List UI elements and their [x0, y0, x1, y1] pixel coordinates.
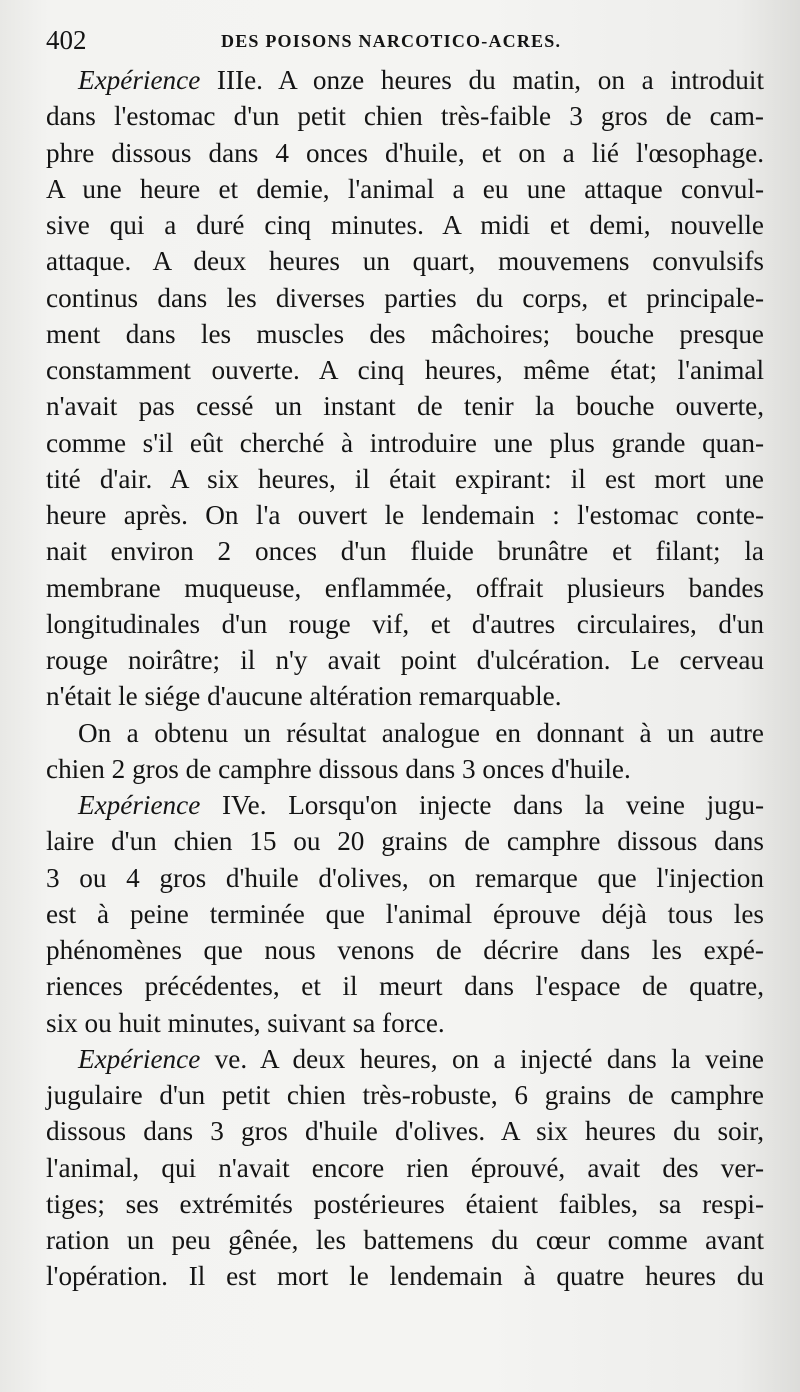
text-line: [46, 533, 764, 569]
line-text: continus dans les diverses parties du corps, et principale-: [46, 282, 764, 313]
line-text: dissous dans 3 gros d'huile d'olives. A six heures du soir,: [46, 1116, 764, 1147]
line-text: n'avait pas cessé un instant de tenir la bouche ouverte,: [46, 391, 764, 422]
text-line: [46, 1186, 764, 1222]
line-text: l'animal, qui n'avait encore rien éprouvé, avait des ver-: [46, 1152, 764, 1183]
line-text: membrane muqueuse, enflammée, offrait plusieurs bandes: [46, 572, 764, 603]
text-line: [46, 678, 764, 714]
line-text: ve. A deux heures, on a injecté dans la veine: [200, 1043, 764, 1074]
line-text: n'était le siége d'aucune altération remarquable.: [46, 681, 562, 712]
running-head: [46, 22, 766, 58]
text-line: [46, 932, 764, 968]
running-title: DES POISONS NARCOTICO-ACRES.: [221, 31, 562, 51]
line-text: phénomènes que nous venons de décrire dans les expé-: [46, 935, 764, 965]
text-line: [46, 1005, 764, 1041]
line-text: jugulaire d'un petit chien très-robuste, 6 grains de camphre: [46, 1080, 764, 1110]
line-text: rouge noirâtre; il n'y avait point d'ulcération. Le cerveau: [46, 645, 764, 675]
text-line: [46, 62, 764, 98]
text-line: [46, 243, 764, 279]
body-text: [46, 62, 764, 1295]
text-line: [46, 968, 764, 1004]
text-line: [46, 896, 764, 932]
line-text: longitudinales d'un rouge vif, et d'autres circulaires, d'un: [46, 608, 764, 639]
line-text: IVe. Lorsqu'on injecte dans la veine jugu-: [200, 790, 764, 820]
text-line: [46, 135, 764, 171]
line-text: attaque. A deux heures un quart, mouvemens convulsifs: [46, 246, 764, 277]
text-line: [46, 787, 764, 823]
line-text: riences précédentes, et il meurt dans l'espace de quatre,: [46, 971, 764, 1002]
text-line: [46, 1113, 764, 1149]
text-line: [46, 280, 764, 316]
line-text: comme s'il eût cherché à introduire une plus grande quan-: [46, 427, 764, 458]
text-line: [46, 570, 764, 606]
text-line: [46, 1222, 764, 1258]
line-text: chien 2 gros de camphre dissous dans 3 onces d'huile.: [46, 753, 631, 784]
line-text: tiges; ses extrémités postérieures étaient faibles, sa respi-: [46, 1188, 764, 1219]
text-line: [46, 98, 764, 134]
text-line: [46, 1258, 764, 1294]
line-text: six ou huit minutes, suivant sa force.: [46, 1007, 445, 1038]
text-line: [46, 751, 764, 787]
line-text: laire d'un chien 15 ou 20 grains de camphre dissous dans: [46, 826, 764, 857]
line-text: heure après. On l'a ouvert le lendemain : l'estomac conte-: [46, 500, 764, 530]
experiment-label: Expérience: [78, 790, 201, 820]
text-line: [46, 461, 764, 497]
text-line: [46, 715, 764, 751]
line-text: est à peine terminée que l'animal éprouve déjà tous les: [46, 898, 764, 929]
text-line: [46, 860, 764, 896]
text-line: [46, 823, 764, 859]
page-number: 402: [46, 25, 87, 55]
experiment-label: Expérience: [78, 1043, 201, 1074]
line-text: ment dans les muscles des mâchoires; bouche presque: [46, 318, 764, 349]
line-text: phre dissous dans 4 onces d'huile, et on a lié l'œsophage.: [46, 137, 764, 168]
line-text: constamment ouverte. A cinq heures, même état; l'animal: [46, 355, 764, 385]
line-text: IIIe. A onze heures du matin, on a introduit: [200, 65, 764, 95]
text-line: [46, 425, 764, 461]
text-line: [46, 497, 764, 533]
line-text: tité d'air. A six heures, il était expirant: il est mort une: [46, 463, 764, 494]
text-line: [46, 207, 764, 243]
line-text: dans l'estomac d'un petit chien très-faible 3 gros de cam-: [46, 101, 764, 132]
text-line: [46, 388, 764, 424]
line-text: sive qui a duré cinq minutes. A midi et demi, nouvelle: [46, 210, 764, 240]
line-text: 3 ou 4 gros d'huile d'olives, on remarque que l'injection: [46, 862, 764, 893]
text-line: [46, 1041, 764, 1077]
text-line: [46, 316, 764, 352]
text-line: [46, 1150, 764, 1186]
text-line: [46, 171, 764, 207]
text-line: [46, 642, 764, 678]
text-line: [46, 1077, 764, 1113]
line-text: l'opération. Il est mort le lendemain à quatre heures du: [46, 1261, 764, 1292]
experiment-label: Expérience: [78, 65, 201, 95]
text-line: [46, 606, 764, 642]
line-text: ration un peu gênée, les battemens du cœur comme avant: [46, 1225, 764, 1255]
text-line: [46, 352, 764, 388]
line-text: nait environ 2 onces d'un fluide brunâtre et filant; la: [46, 536, 764, 567]
line-text: On a obtenu un résultat analogue en donnant à un autre: [78, 717, 764, 748]
line-text: A une heure et demie, l'animal a eu une attaque convul-: [46, 173, 764, 204]
